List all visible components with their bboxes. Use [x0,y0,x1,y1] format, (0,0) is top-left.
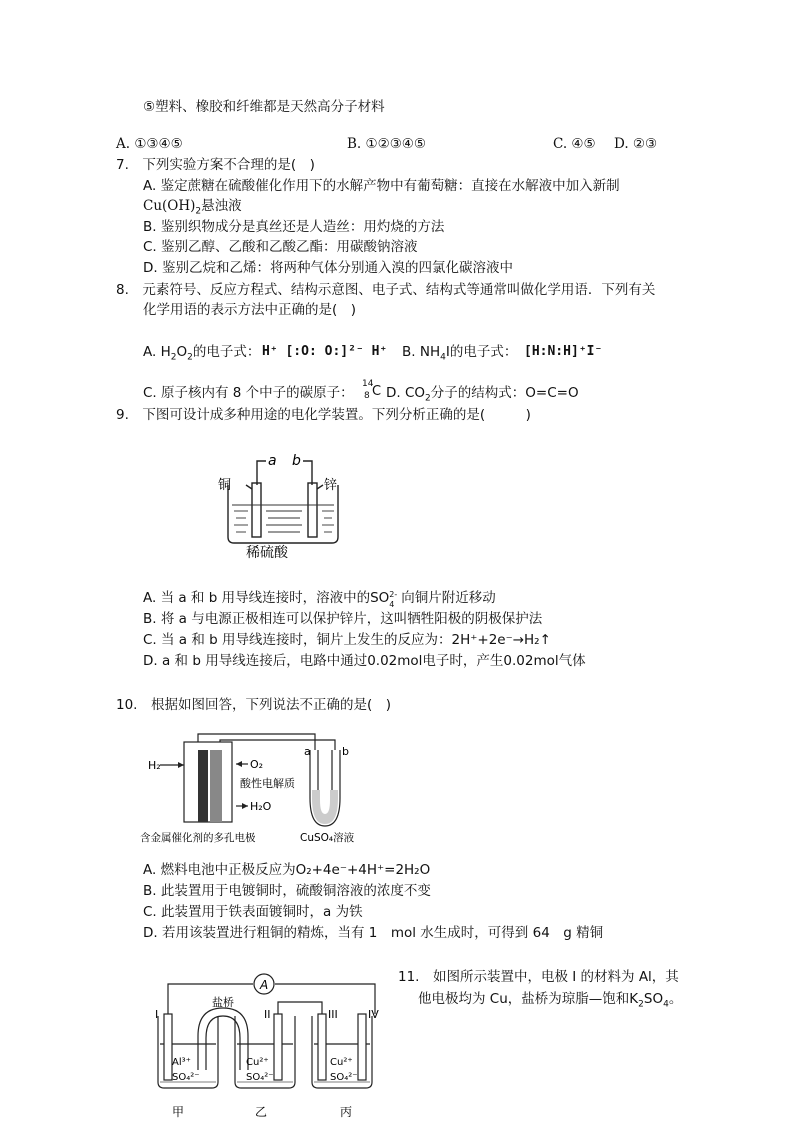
q11-label-e1: I [155,1008,159,1021]
q9-label-acid: 稀硫酸 [246,545,288,560]
q9-option-a [143,589,496,607]
q11-ion-cu-bing: Cu²⁺ [330,1057,353,1068]
q10-option-a: A. 燃料电池中正极反应为O₂+4e⁻+4H⁺=2H₂O [143,862,431,878]
q10-label-b: b [342,745,349,758]
q7-optA-formula: Cu(OH) [143,198,196,214]
q9-optA-pre: A. 当 a 和 b 用导线连接时，溶液中的SO [143,590,390,606]
q11-wire-left [168,984,253,1014]
q8-optD-sub: 2 [425,393,431,404]
q8-optC-mass: 14 [362,379,374,389]
q10-stem: 10. 根据如图回答，下列说法不正确的是( ) [116,697,392,713]
q9-label-b: b [292,453,301,469]
q8-optC-nuclide [362,379,384,407]
q9-label-zinc: 锌 [324,478,338,493]
q8-option-d [386,384,579,408]
q10-option-b: B. 此装置用于电镀铜时，硫酸铜溶液的浓度不变 [143,883,431,899]
q6-option-b: B. ①②③④⑤ [347,136,427,152]
q9-option-b: B. 将 a 与电源正极相连可以保护锌片，这叫牺牲阳极的阴极保护法 [143,611,543,627]
q8-optC-z: 8 [364,391,370,401]
q7-stem: 7. 下列实验方案不合理的是( ) [116,157,315,173]
q11-label-e2: II [264,1008,271,1021]
q6-statement-5: ⑤塑料、橡胶和纤维都是天然高分子材料 [143,99,385,115]
q7-option-a-line1: A. 鉴定蔗糖在硫酸催化作用下的水解产物中有葡萄糖：直接在水解液中加入新制 [143,178,620,194]
q10-wire-right [220,740,335,750]
q10-porous-electrode-right [210,750,222,822]
q11-electrode-3 [318,1014,326,1080]
q11-ion-so4-jia: SO₄²⁻ [172,1072,200,1083]
q11-wire-right [275,984,375,1014]
q9-optA-post: 向铜片附近移动 [401,590,496,606]
q11-three-cell-figure [150,970,390,1120]
q8-optC-symbol: C [372,384,382,399]
q11-label-e4: IV [368,1008,379,1021]
q8-option-b [402,343,517,367]
q10-label-h2: H₂ [148,759,161,772]
q8-optA-label: A. H [143,344,171,360]
q8-option-a [143,343,260,367]
q11-label-saltbridge: 盐桥 [212,996,234,1009]
q11-stem-line1: 11. 如图所示装置中，电极 I 的材料为 Al，其 [398,969,679,985]
q8-option-c: C. 原子核内有 8 个中子的碳原子： [143,385,354,401]
q9-label-copper: 铜 [218,478,232,493]
q10-label-o2: O₂ [250,758,264,771]
q8-optD-text: 分子的结构式：O=C=O [430,385,579,401]
q8-optB-electron-formula: [H:N:H]⁺I⁻ [524,344,603,359]
q10-label-electrolyte: 酸性电解质 [240,777,295,790]
q7-option-b: B. 鉴别织物成分是真丝还是人造丝：用灼烧的方法 [143,219,445,235]
q11-wire-middle [278,1002,322,1016]
q7-option-c: C. 鉴别乙醇、乙酸和乙酸乙酯：用碳酸钠溶液 [143,239,418,255]
q8-stem-line2: 化学用语的表示方法中正确的是( ) [143,302,357,318]
q8-optA-o: O [176,344,188,360]
q9-optA-scripts [389,589,401,609]
q11-electrode-2 [274,1014,282,1080]
q11-ion-so4-yi: SO₄²⁻ [246,1072,274,1083]
q11-electrode-4 [358,1014,366,1080]
q11-label-bing: 丙 [340,1105,353,1119]
q11-stem2-sub2: 4 [663,999,669,1010]
q10-label-cuso4: CuSO₄溶液 [300,832,355,844]
q11-ion-cu-yi: Cu²⁺ [246,1057,269,1068]
q11-stem-line2 [418,990,682,1014]
q8-optA-text: 的电子式： [192,344,261,360]
q10-solution [312,790,338,824]
q9-option-d: D. a 和 b 用导线连接后，电路中通过0.02mol电子时，产生0.02mol气体 [143,653,586,669]
q9-beaker [228,485,338,543]
q11-electrode-1 [164,1014,172,1080]
q9-option-c: C. 当 a 和 b 用导线连接时，铜片上发生的反应为：2H⁺+2e⁻→H₂↑ [143,632,551,648]
q11-label-e3: III [328,1008,338,1021]
q6-option-c: C. ④⑤ [553,136,596,152]
q10-option-d: D. 若用该装置进行粗铜的精炼，当有 1 mol 水生成时，可得到 64 g 精铜 [143,925,604,941]
q8-optA-sub1: 2 [170,352,177,363]
q8-optB-sub: 4 [440,352,446,363]
q9-galvanic-cell-figure [210,445,350,560]
q10-label-h2o: H₂O [250,800,272,813]
q7-optA-sub: 2 [195,206,202,217]
q8-optB-text: I的电子式： [445,344,518,360]
q8-stem-line1: 8. 元素符号、反应方程式、结构示意图、电子式、结构式等通常叫做化学用语．下列有关 [116,282,656,298]
q9-zinc-electrode [308,483,317,537]
q6-option-d: D. ②③ [614,136,658,152]
q11-label-jia: 甲 [172,1105,185,1119]
q9-optA-sup: 2- [389,590,398,599]
q11-stem2-pre: 他电极均为 Cu，盐桥为琼脂—饱和K [418,991,639,1007]
q11-stem2-sub1: 2 [638,999,644,1010]
q9-wire-b [303,461,312,485]
q10-label-electrode: 含金属催化剂的多孔电极 [140,832,256,844]
q11-stem2-post: 。 [668,991,683,1007]
q11-label-yi: 乙 [255,1105,268,1119]
q9-stem: 9. 下图可设计成多种用途的电化学装置。下列分析正确的是( ) [116,407,531,423]
q7-option-d: D. 鉴别乙烷和乙烯：将两种气体分别通入溴的四氯化碳溶液中 [143,260,513,276]
q11-stem2-mid: SO [643,991,664,1007]
q9-copper-electrode [252,483,261,537]
q10-label-a: a [304,745,311,758]
q8-optB-label: B. NH [402,344,441,360]
q10-fuel-cell-figure [140,728,380,848]
q11-ion-so4-bing: SO₄²⁻ [330,1072,358,1083]
q9-optA-sub: 4 [389,600,395,609]
q8-optD-label: D. CO [386,385,426,401]
q7-optA-tail: 悬浊液 [201,198,242,214]
q8-optA-sub2: 2 [187,352,193,363]
q10-option-c: C. 此装置用于铁表面镀铜时，a 为铁 [143,904,363,920]
q9-wire-a [257,461,266,485]
q11-label-ammeter: A [260,978,269,992]
q10-porous-electrode-left [198,750,208,822]
q8-optA-electron-formula: H⁺ [:O: O:]²⁻ H⁺ [262,344,388,359]
q6-option-a: A. ①③④⑤ [116,136,183,152]
q9-label-a: a [268,453,277,469]
q11-ion-al: Al³⁺ [172,1057,191,1068]
